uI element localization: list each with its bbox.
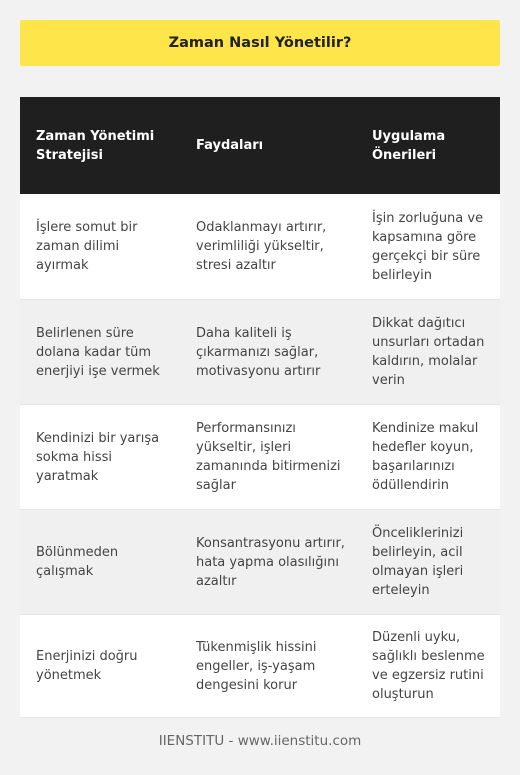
table-cell-suggestions: Kendinize makul hedefler koyun, başarılarınızı ödüllendirin [356,405,500,510]
table-cell-suggestions: Düzenli uyku, sağlıklı beslenme ve egzersiz rutini oluşturun [356,615,500,718]
table-row [20,194,500,300]
table-row [20,405,500,510]
page-title: Zaman Nasıl Yönetilir? [168,35,352,51]
table-cell-suggestions: Dikkat dağıtıcı unsurları ortadan kaldırın, molalar verin [356,300,500,405]
table-header-row [20,97,500,194]
footer-credit: IIENSTITU - www.iienstitu.com [158,733,362,749]
table-cell-benefits: Tükenmişlik hissini engeller, iş-yaşam dengesini korur [180,615,356,718]
title-banner [20,20,500,66]
table-cell-benefits: Konsantrasyonu artırır, hata yapma olasılığını azaltır [180,510,356,615]
table-cell-strategy: Belirlenen süre dolana kadar tüm enerjiyi işe vermek [20,300,180,405]
table-row [20,615,500,718]
table-cell-benefits: Daha kaliteli iş çıkarmanızı sağlar, motivasyonu artırır [180,300,356,405]
table-cell-strategy: Enerjinizi doğru yönetmek [20,615,180,718]
column-header-strategy: Zaman Yönetimi Stratejisi [20,97,180,194]
table-cell-strategy: Bölünmeden çalışmak [20,510,180,615]
table-cell-strategy: İşlere somut bir zaman dilimi ayırmak [20,194,180,300]
table-cell-strategy: Kendinizi bir yarışa sokma hissi yaratmak [20,405,180,510]
table-row [20,510,500,615]
strategy-table [20,97,500,718]
table-cell-suggestions: İşin zorluğuna ve kapsamına göre gerçekçi bir süre belirleyin [356,194,500,300]
table-cell-suggestions: Önceliklerinizi belirleyin, acil olmayan işleri erteleyin [356,510,500,615]
table-cell-benefits: Performansınızı yükseltir, işleri zamanında bitirmenizi sağlar [180,405,356,510]
table-cell-benefits: Odaklanmayı artırır, verimliliği yükseltir, stresi azaltır [180,194,356,300]
table-row [20,300,500,405]
column-header-benefits: Faydaları [180,97,356,194]
column-header-suggestions: Uygulama Önerileri [356,97,500,194]
